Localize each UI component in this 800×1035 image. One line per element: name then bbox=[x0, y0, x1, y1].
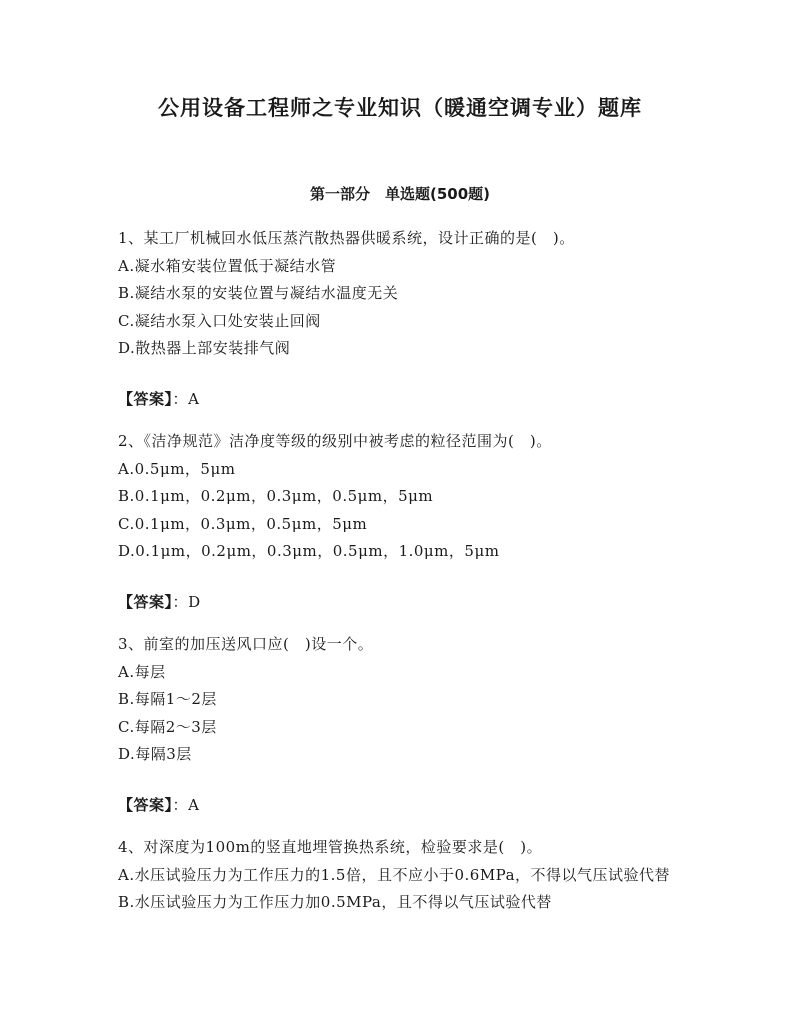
question-3 bbox=[118, 631, 688, 819]
answer-bracket-open: 【 bbox=[118, 795, 134, 814]
answer-label: 答案 bbox=[133, 389, 165, 408]
answer-bracket-open: 【 bbox=[118, 389, 134, 408]
option-a: A.0.5μm，5μm bbox=[118, 459, 236, 478]
question-stem: 2、《洁净规范》洁净度等级的级别中被考虑的粒径范围为( )。 bbox=[118, 432, 552, 450]
page-title: 公用设备工程师之专业知识（暖通空调专业）题库 bbox=[158, 96, 642, 120]
option-c: C.每隔2～3层 bbox=[118, 717, 217, 736]
question-2 bbox=[118, 428, 688, 616]
question-list bbox=[118, 225, 688, 917]
answer-colon: ： bbox=[172, 795, 189, 814]
option-a: A.水压试验压力为工作压力的1.5倍，且不应小于0.6MPa，不得以气压试验代替 bbox=[118, 865, 671, 884]
option-c: C.凝结水泵入口处安装止回阀 bbox=[118, 311, 321, 330]
option-a: A.凝水箱安装位置低于凝结水管 bbox=[118, 256, 337, 275]
answer-value: A bbox=[188, 795, 200, 814]
answer-label: 答案 bbox=[133, 795, 165, 814]
answer-label: 答案 bbox=[133, 592, 165, 611]
question-4 bbox=[118, 834, 688, 917]
answer-bracket-open: 【 bbox=[118, 592, 134, 611]
answer-line bbox=[118, 792, 688, 820]
option-d: D.0.1μm，0.2μm，0.3μm，0.5μm，1.0μm，5μm bbox=[118, 542, 500, 560]
option-c: C.0.1μm，0.3μm，0.5μm，5μm bbox=[118, 514, 368, 533]
question-stem: 1、某工厂机械回水低压蒸汽散热器供暖系统，设计正确的是( )。 bbox=[118, 229, 575, 247]
question-stem: 4、对深度为100m的竖直地埋管换热系统，检验要求是( )。 bbox=[118, 838, 543, 856]
option-d: D.每隔3层 bbox=[118, 745, 192, 763]
answer-value: A bbox=[188, 389, 200, 408]
option-a: A.每层 bbox=[118, 662, 166, 681]
answer-bracket-close: 】 bbox=[164, 795, 173, 814]
answer-value: D bbox=[188, 592, 201, 611]
answer-line bbox=[118, 589, 688, 617]
section-title: 第一部分 单选题(500题) bbox=[309, 185, 491, 203]
question-stem: 3、前室的加压送风口应( )设一个。 bbox=[118, 635, 374, 653]
answer-bracket-close: 】 bbox=[164, 389, 173, 408]
question-1 bbox=[118, 225, 688, 413]
option-b: B.凝结水泵的安装位置与凝结水温度无关 bbox=[118, 284, 399, 302]
option-d: D.散热器上部安装排气阀 bbox=[118, 339, 291, 357]
answer-colon: ： bbox=[172, 389, 189, 408]
answer-colon: ： bbox=[172, 592, 189, 611]
answer-line bbox=[118, 386, 688, 414]
option-b: B.0.1μm，0.2μm，0.3μm，0.5μm，5μm bbox=[118, 487, 434, 505]
answer-bracket-close: 】 bbox=[164, 592, 173, 611]
option-b: B.每隔1～2层 bbox=[118, 690, 217, 708]
option-b: B.水压试验压力为工作压力加0.5MPa，且不得以气压试验代替 bbox=[118, 893, 552, 911]
